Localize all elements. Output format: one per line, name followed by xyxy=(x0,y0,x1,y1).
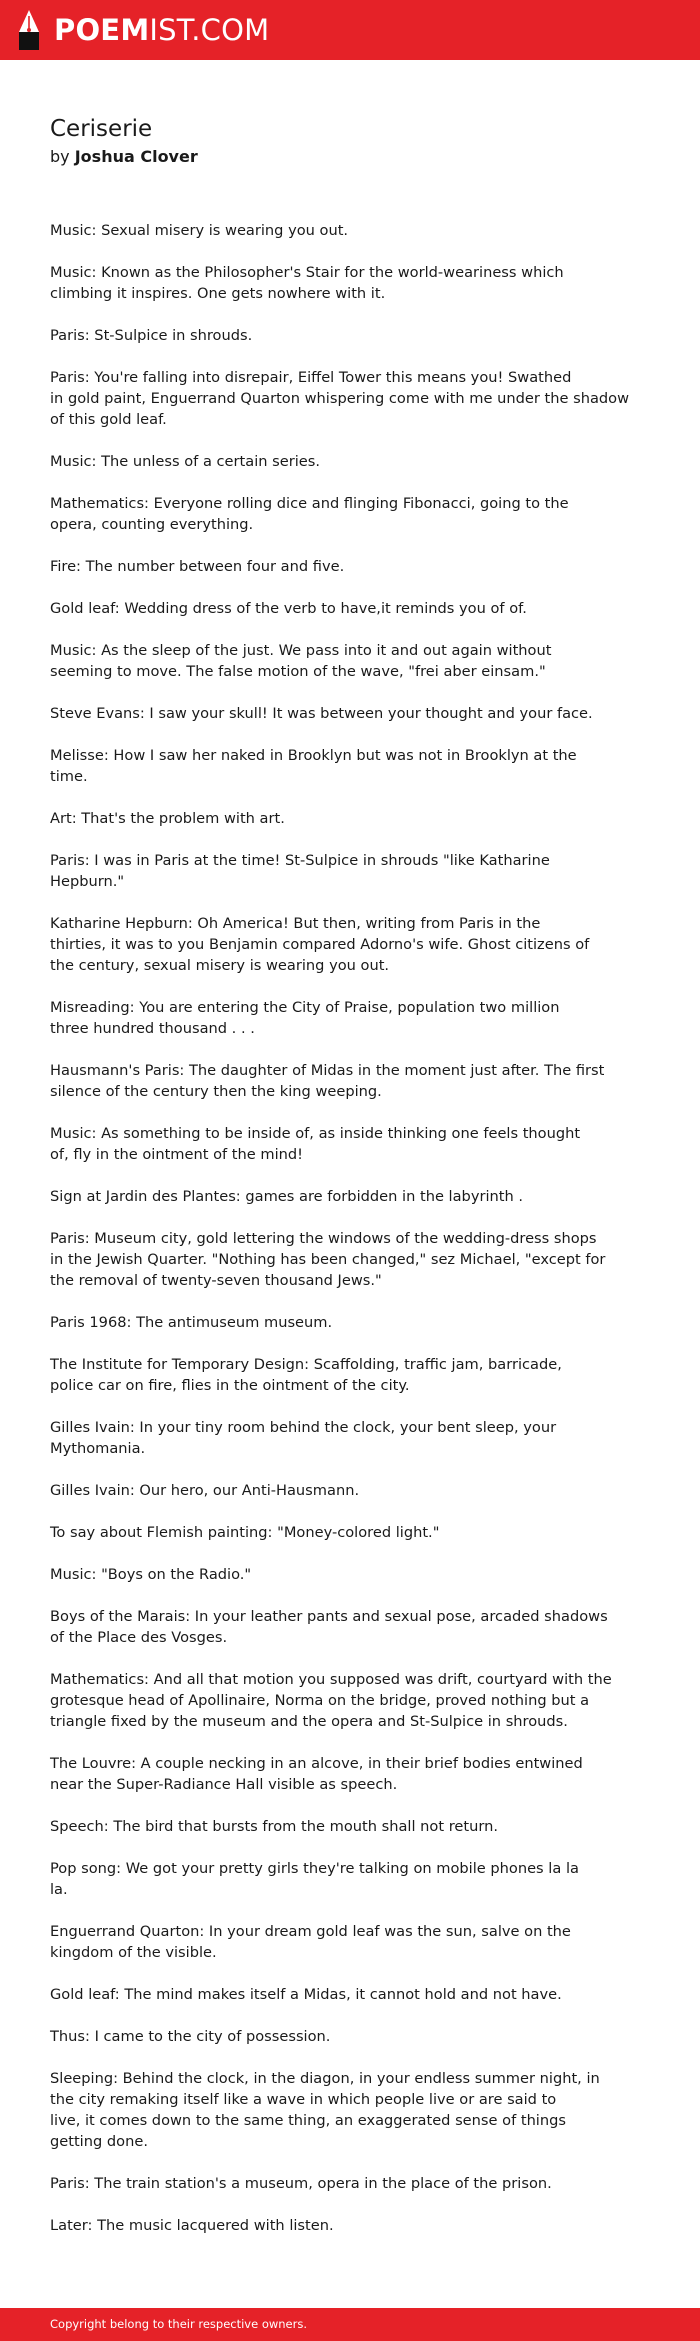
stanza xyxy=(50,1354,610,1396)
poem-body xyxy=(50,220,630,2257)
poem-line: The Louvre: A couple necking in an alcove, in their brief bodies entwined xyxy=(50,1755,583,1772)
site-logo-text xyxy=(54,10,269,50)
site-logo[interactable] xyxy=(18,10,269,50)
stanza xyxy=(50,262,610,304)
poem-line: Art: That's the problem with art. xyxy=(50,810,285,827)
stanza xyxy=(50,997,610,1039)
stanza xyxy=(50,1858,610,1900)
stanza xyxy=(50,598,610,619)
poem-line: Music: "Boys on the Radio." xyxy=(50,1566,252,1583)
poem-line: grotesque head of Apollinaire, Norma on the bridge, proved nothing but a xyxy=(50,1692,590,1709)
poem-line: To say about Flemish painting: "Money-colored light." xyxy=(50,1524,440,1541)
poem-line: Music: The unless of a certain series. xyxy=(50,453,320,470)
stanza xyxy=(50,913,610,976)
stanza xyxy=(50,1921,610,1963)
poem-line: near the Super-Radiance Hall visible as speech. xyxy=(50,1776,398,1793)
poem-line: Sleeping: Behind the clock, in the diagon, in your endless summer night, in xyxy=(50,2070,600,2087)
poem-line: live, it comes down to the same thing, an exaggerated sense of things xyxy=(50,2112,566,2129)
stanza xyxy=(50,640,610,682)
stanza xyxy=(50,2026,610,2047)
poem-line: Mathematics: Everyone rolling dice and flinging Fibonacci, going to the xyxy=(50,495,569,512)
poem-line: Pop song: We got your pretty girls they're talking on mobile phones la la xyxy=(50,1860,579,1877)
poem-line: Gilles Ivain: Our hero, our Anti-Hausmann. xyxy=(50,1482,360,1499)
byline xyxy=(50,146,198,168)
poem-line: Steve Evans: I saw your skull! It was between your thought and your face. xyxy=(50,705,593,722)
stanza xyxy=(50,1816,610,1837)
poem-line: Misreading: You are entering the City of Praise, population two million xyxy=(50,999,560,1016)
poem-line: Mathematics: And all that motion you supposed was drift, courtyard with the xyxy=(50,1671,612,1688)
poem-line: climbing it inspires. One gets nowhere with it. xyxy=(50,285,386,302)
poem-line: Enguerrand Quarton: In your dream gold leaf was the sun, salve on the xyxy=(50,1923,571,1940)
poem-line: Paris: You're falling into disrepair, Eiffel Tower this means you! Swathed xyxy=(50,369,572,386)
stanza xyxy=(50,850,610,892)
stanza xyxy=(50,2173,610,2194)
poem-author: Joshua Clover xyxy=(74,147,198,166)
pen-nib-icon xyxy=(18,10,40,50)
stanza xyxy=(50,2215,610,2236)
poem-line: thirties, it was to you Benjamin compared Adorno's wife. Ghost citizens of xyxy=(50,936,590,953)
poem-line: Gold leaf: Wedding dress of the verb to have,it reminds you of of. xyxy=(50,600,527,617)
stanza xyxy=(50,1312,610,1333)
poem-line: three hundred thousand . . . xyxy=(50,1020,255,1037)
stanza xyxy=(50,556,610,577)
poem-line: of, fly in the ointment of the mind! xyxy=(50,1146,304,1163)
stanza xyxy=(50,451,610,472)
stanza xyxy=(50,745,610,787)
poem-line: of the Place des Vosges. xyxy=(50,1629,228,1646)
site-header xyxy=(0,0,700,60)
stanza xyxy=(50,1186,610,1207)
poem-line: Melisse: How I saw her naked in Brooklyn but was not in Brooklyn at the xyxy=(50,747,577,764)
poem-line: opera, counting everything. xyxy=(50,516,254,533)
poem-line: Later: The music lacquered with listen. xyxy=(50,2217,334,2234)
poem-line: of this gold leaf. xyxy=(50,411,167,428)
logo-bold-text: POEM xyxy=(54,13,150,47)
poem-heading xyxy=(50,114,198,168)
poem-line: Gold leaf: The mind makes itself a Midas, it cannot hold and not have. xyxy=(50,1986,562,2003)
stanza xyxy=(50,1984,610,2005)
poem-line: Mythomania. xyxy=(50,1440,146,1457)
poem-line: Boys of the Marais: In your leather pants and sexual pose, arcaded shadows xyxy=(50,1608,608,1625)
stanza xyxy=(50,1228,610,1291)
site-footer xyxy=(0,2308,700,2341)
stanza xyxy=(50,2068,610,2152)
stanza xyxy=(50,1123,610,1165)
poem-line: Paris: The train station's a museum, opera in the place of the prison. xyxy=(50,2175,552,2192)
poem-line: Music: Known as the Philosopher's Stair for the world-weariness which xyxy=(50,264,564,281)
poem-line: Music: As something to be inside of, as inside thinking one feels thought xyxy=(50,1125,581,1142)
by-label: by xyxy=(50,147,70,166)
poem-line: Thus: I came to the city of possession. xyxy=(50,2028,331,2045)
poem-line: Paris: I was in Paris at the time! St-Sulpice in shrouds "like Katharine xyxy=(50,852,550,869)
poem-line: Sign at Jardin des Plantes: games are forbidden in the labyrinth . xyxy=(50,1188,524,1205)
poem-line: Katharine Hepburn: Oh America! But then, writing from Paris in the xyxy=(50,915,541,932)
poem-line: kingdom of the visible. xyxy=(50,1944,217,1961)
stanza xyxy=(50,367,630,430)
stanza xyxy=(50,1417,610,1459)
poem-line: in the Jewish Quarter. "Nothing has been changed," sez Michael, "except for xyxy=(50,1251,606,1268)
poem-line: triangle fixed by the museum and the opera and St-Sulpice in shrouds. xyxy=(50,1713,568,1730)
poem-title: Ceriserie xyxy=(50,116,153,142)
poem-line: Hausmann's Paris: The daughter of Midas in the moment just after. The first xyxy=(50,1062,605,1079)
poem-line: Speech: The bird that bursts from the mouth shall not return. xyxy=(50,1818,498,1835)
stanza xyxy=(50,220,610,241)
stanza xyxy=(50,808,610,829)
logo-light-text: IST.COM xyxy=(149,13,270,47)
stanza xyxy=(50,1753,610,1795)
poem-line: Paris: St-Sulpice in shrouds. xyxy=(50,327,253,344)
poem-line: Paris 1968: The antimuseum museum. xyxy=(50,1314,333,1331)
poem-line: Hepburn." xyxy=(50,873,125,890)
poem-line: seeming to move. The false motion of the wave, "frei aber einsam." xyxy=(50,663,546,680)
stanza xyxy=(50,1606,610,1648)
stanza xyxy=(50,1480,610,1501)
poem-line: Music: As the sleep of the just. We pass into it and out again without xyxy=(50,642,552,659)
copyright-text: Copyright belong to their respective owners. xyxy=(50,2317,308,2331)
poem-line: the century, sexual misery is wearing you out. xyxy=(50,957,390,974)
poem-line: in gold paint, Enguerrand Quarton whispering come with me under the shadow xyxy=(50,390,630,407)
poem-line: la. xyxy=(50,1881,68,1898)
poem-line: the city remaking itself like a wave in which people live or are said to xyxy=(50,2091,557,2108)
poem-line: Fire: The number between four and five. xyxy=(50,558,345,575)
stanza xyxy=(50,1564,610,1585)
poem-line: Music: Sexual misery is wearing you out. xyxy=(50,222,349,239)
stanza xyxy=(50,1522,610,1543)
poem-line: time. xyxy=(50,768,88,785)
poem-line: the removal of twenty-seven thousand Jews." xyxy=(50,1272,382,1289)
poem-line: silence of the century then the king weeping. xyxy=(50,1083,382,1100)
stanza xyxy=(50,325,610,346)
stanza xyxy=(50,493,610,535)
poem-line: police car on fire, flies in the ointment of the city. xyxy=(50,1377,410,1394)
stanza xyxy=(50,703,610,724)
poem-line: Paris: Museum city, gold lettering the windows of the wedding-dress shops xyxy=(50,1230,597,1247)
poem-line: getting done. xyxy=(50,2133,148,2150)
stanza xyxy=(50,1060,610,1102)
stanza xyxy=(50,1669,610,1732)
poem-line: The Institute for Temporary Design: Scaffolding, traffic jam, barricade, xyxy=(50,1356,562,1373)
poem-line: Gilles Ivain: In your tiny room behind the clock, your bent sleep, your xyxy=(50,1419,557,1436)
